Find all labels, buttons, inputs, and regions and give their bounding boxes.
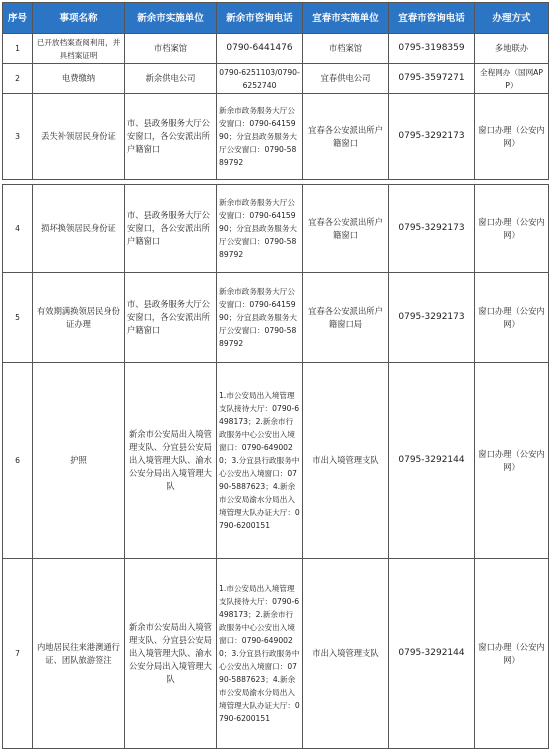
table-row (3, 273, 549, 363)
row-method: 窗口办理（公安内网） (475, 559, 549, 749)
row-method: 全程网办（国网APP） (475, 64, 549, 94)
row-item: 丢失补领居民身份证 (33, 94, 125, 180)
row-xinyu-unit: 市、县政务服务大厅公安窗口，各公安派出所户籍窗口 (125, 273, 217, 363)
row-method: 窗口办理（公安内网） (475, 363, 549, 559)
row-yichun-unit: 宜春各公安派出所户籍窗口 (303, 94, 389, 180)
row-yichun-phone: 0795-3292144 (389, 363, 475, 559)
row-xinyu-unit: 市、县政务服务大厅公安窗口，各公安派出所户籍窗口 (125, 185, 217, 273)
row-yichun-unit: 宜春供电公司 (303, 64, 389, 94)
row-no: 7 (3, 559, 33, 749)
row-xinyu-unit: 新余市公安局出入境管理支队、分宜县公安局出入境管理大队、渝水公安分局出入境管理大队 (125, 363, 217, 559)
row-no: 4 (3, 185, 33, 273)
row-yichun-phone: 0795-3198359 (389, 34, 475, 64)
row-method: 多地联办 (475, 34, 549, 64)
row-yichun-unit: 市出入境管理支队 (303, 559, 389, 749)
header-item: 事项名称 (33, 3, 125, 34)
row-method: 窗口办理（公安内网） (475, 185, 549, 273)
row-xinyu-unit: 新余市公安局出入境管理支队、分宜县公安局出入境管理大队、渝水公安分局出入境管理大队 (125, 559, 217, 749)
row-item: 护照 (33, 363, 125, 559)
row-yichun-phone: 0795-3292173 (389, 94, 475, 180)
header-yichun-phone: 宜春市咨询电话 (389, 3, 475, 34)
table-row (3, 34, 549, 64)
row-xinyu-phone: 新余市政务服务大厅公安窗口：0790-6415990；分宜县政务服务大厅公安窗口：0790-5889792 (217, 94, 303, 180)
row-xinyu-unit: 新余供电公司 (125, 64, 217, 94)
row-xinyu-phone: 新余市政务服务大厅公安窗口：0790-6415990；分宜县政务服务大厅公安窗口：0790-5889792 (217, 273, 303, 363)
row-item: 损坏换领居民身份证 (33, 185, 125, 273)
row-xinyu-unit: 市档案馆 (125, 34, 217, 64)
header-xinyu-phone: 新余市咨询电话 (217, 3, 303, 34)
header-no: 序号 (3, 3, 33, 34)
row-item: 电费缴纳 (33, 64, 125, 94)
row-method: 窗口办理（公安内网） (475, 94, 549, 180)
row-no: 3 (3, 94, 33, 180)
row-xinyu-phone: 0790-6251103/0790-6252740 (217, 64, 303, 94)
row-xinyu-phone: 1.市公安局出入境管理支队接待大厅：0790-6498173；2.新余市行政服务中心公安出入境窗口：0790-6490020；3.分宜县行政服务中心公安出入境窗口：0790-5887623；4.新余市公安局渝水分局出入境管理大队办证大厅：0790-6200151 (217, 559, 303, 749)
row-item: 内地居民往来港澳通行证、团队旅游签注 (33, 559, 125, 749)
header-method: 办理方式 (475, 3, 549, 34)
row-yichun-phone: 0795-3292173 (389, 273, 475, 363)
header-yichun-unit: 宜春市实施单位 (303, 3, 389, 34)
row-no: 6 (3, 363, 33, 559)
row-xinyu-phone: 新余市政务服务大厅公安窗口：0790-6415990；分宜县政务服务大厅公安窗口：0790-5889792 (217, 185, 303, 273)
row-no: 2 (3, 64, 33, 94)
table-row (3, 185, 549, 273)
table-row (3, 559, 549, 749)
row-yichun-phone: 0795-3292173 (389, 185, 475, 273)
row-no: 5 (3, 273, 33, 363)
row-method: 窗口办理（公安内网） (475, 273, 549, 363)
row-yichun-unit: 市出入境管理支队 (303, 363, 389, 559)
row-yichun-phone: 0795-3597271 (389, 64, 475, 94)
table-row (3, 64, 549, 94)
row-yichun-unit: 宜春各公安派出所户籍窗口局 (303, 273, 389, 363)
table-header-row (3, 3, 549, 34)
row-item: 已开放档案查阅利用，并具档案证明 (33, 34, 125, 64)
header-xinyu-unit: 新余市实施单位 (125, 3, 217, 34)
table-row (3, 94, 549, 180)
row-yichun-unit: 宜春各公安派出所户籍窗口 (303, 185, 389, 273)
row-no: 1 (3, 34, 33, 64)
row-yichun-unit: 市档案馆 (303, 34, 389, 64)
row-item: 有效期满换领居民身份证办理 (33, 273, 125, 363)
service-table-bottom (2, 184, 549, 749)
service-table-top (2, 2, 549, 180)
row-yichun-phone: 0795-3292144 (389, 559, 475, 749)
row-xinyu-unit: 市、县政务服务大厅公安窗口，各公安派出所户籍窗口 (125, 94, 217, 180)
table-row (3, 363, 549, 559)
row-xinyu-phone: 1.市公安局出入境管理支队接待大厅：0790-6498173；2.新余市行政服务中心公安出入境窗口：0790-6490020；3.分宜县行政服务中心公安出入境窗口：0790-5887623；4.新余市公安局渝水分局出入境管理大队办证大厅：0790-6200151 (217, 363, 303, 559)
row-xinyu-phone: 0790-6441476 (217, 34, 303, 64)
